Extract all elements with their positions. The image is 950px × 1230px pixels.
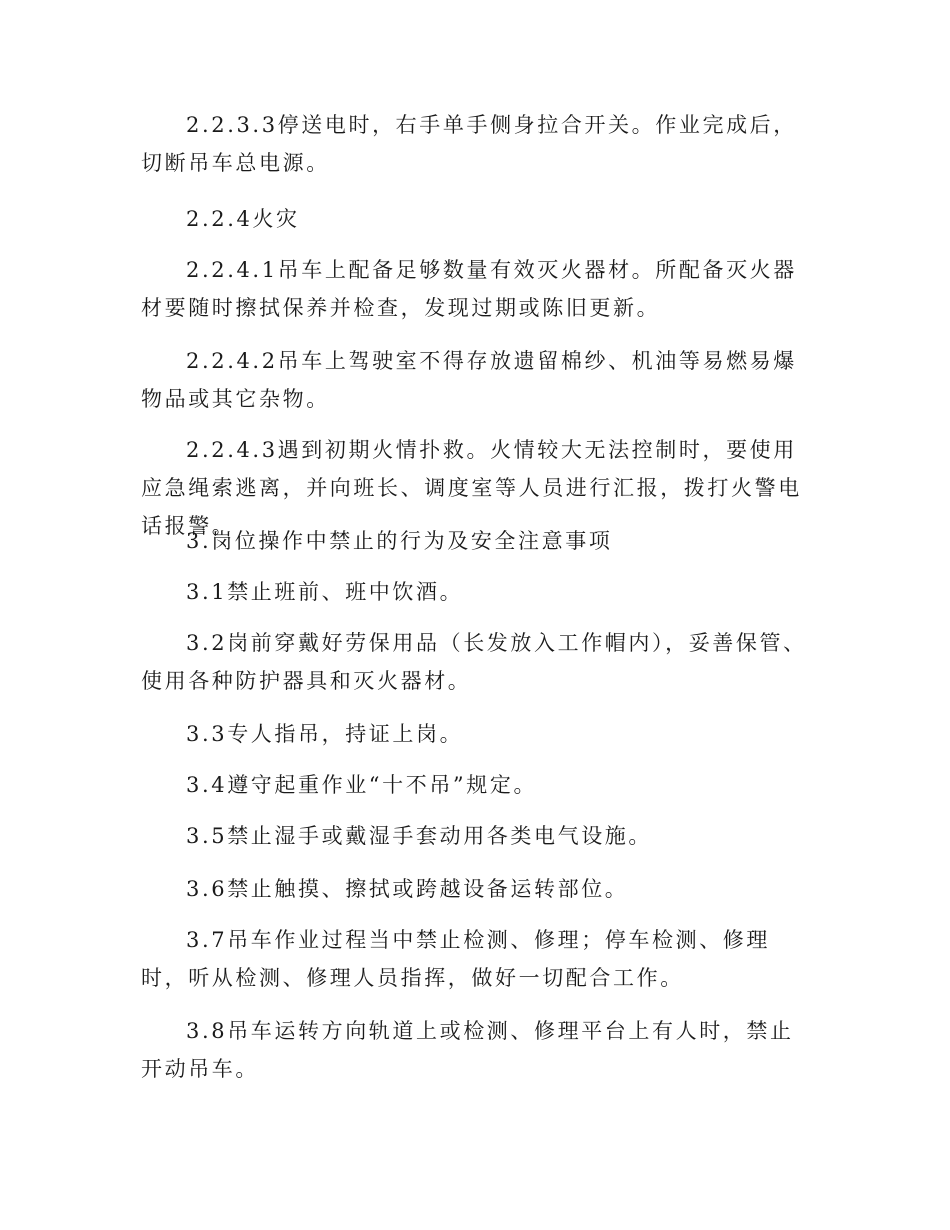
paragraph-3-7: 3.7吊车作业过程当中禁止检测、修理；停车检测、修理时，听从检测、修理人员指挥，做好一切配合工作。 (141, 928, 770, 990)
paragraph-2-2-4-2: 2.2.4.2吊车上驾驶室不得存放遗留棉纱、机油等易燃易爆物品或其它杂物。 (141, 349, 797, 411)
paragraph-3-1: 3.1禁止班前、班中饮酒。 (186, 580, 464, 604)
paragraph-2-2-3-3: 2.2.3.3停送电时，右手单手侧身拉合开关。作业完成后，切断吊车总电源。 (141, 113, 797, 175)
heading-2-2-4: 2.2.4火灾 (186, 207, 300, 231)
paragraph-3-3: 3.3专人指吊，持证上岗。 (186, 722, 464, 746)
paragraph-3-4: 3.4遵守起重作业“十不吊”规定。 (186, 773, 538, 797)
paragraph-3-6: 3.6禁止触摸、擦拭或跨越设备运转部位。 (186, 877, 629, 901)
paragraph-2-2-4-1: 2.2.4.1吊车上配备足够数量有效灭火器材。所配备灭火器材要随时擦拭保养并检查，发现过期或陈旧更新。 (141, 258, 797, 320)
paragraph-3-5: 3.5禁止湿手或戴湿手套动用各类电气设施。 (186, 824, 652, 848)
paragraph-2-2-4-3: 2.2.4.3遇到初期火情扑救。火情较大无法控制时，要使用应急绳索逃离，并向班长、调度室等人员进行汇报，拨打火警电话报警。 (141, 438, 802, 538)
paragraph-3-2: 3.2岗前穿戴好劳保用品（长发放入工作帽内），妥善保管、使用各种防护器具和灭火器材。 (141, 631, 807, 693)
paragraph-3-8: 3.8吊车运转方向轨道上或检测、修理平台上有人时，禁止开动吊车。 (141, 1019, 794, 1081)
heading-3: 3.岗位操作中禁止的行为及安全注意事项 (186, 529, 613, 553)
